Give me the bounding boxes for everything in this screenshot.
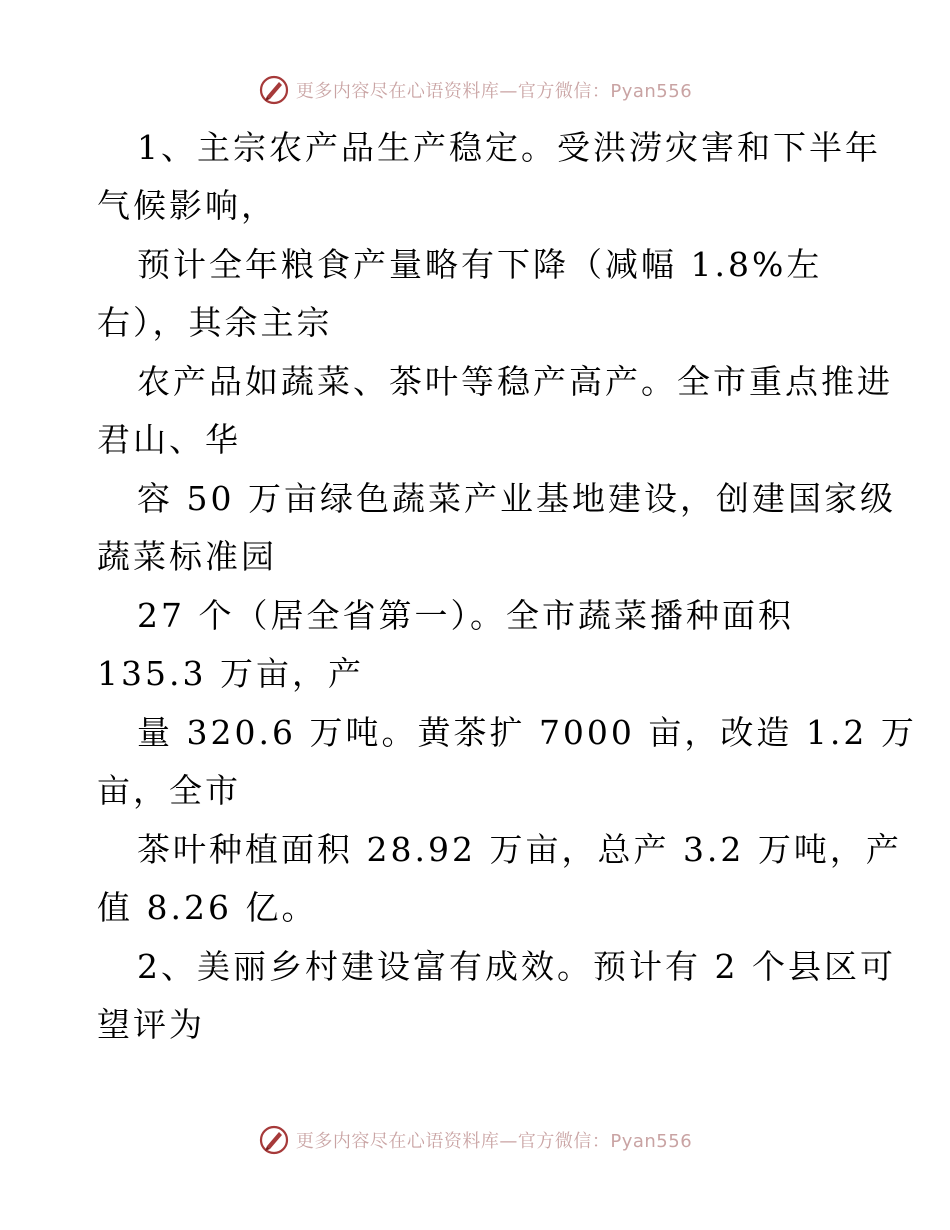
- watermark-text: 更多内容尽在心语资料库—官方微信：Pyan556: [295, 1131, 693, 1152]
- watermark-text: 更多内容尽在心语资料库—官方微信：Pyan556: [295, 81, 693, 102]
- text-line: 农产品如蔬菜、茶叶等稳产高产。全市重点推进: [137, 362, 893, 401]
- text-line: 1、主宗农产品生产稳定。受洪涝灾害和下半年: [137, 128, 881, 167]
- text-line: 量 320.6 万吨。黄茶扩 7000 亩，改造 1.2 万: [137, 713, 917, 752]
- text-line: 预计全年粮食产量略有下降（减幅 1.8%左: [137, 245, 823, 284]
- text-line: 蔬菜标准园: [97, 537, 277, 576]
- text-line: 27 个（居全省第一）。全市蔬菜播种面积: [137, 596, 794, 635]
- pen-logo-icon: [258, 1124, 290, 1156]
- footer-watermark: [0, 1120, 950, 1160]
- text-line: 容 50 万亩绿色蔬菜产业基地建设，创建国家级: [137, 479, 896, 518]
- text-line: 2、美丽乡村建设富有成效。预计有 2 个县区可: [137, 947, 896, 986]
- text-line: 值 8.26 亿。: [97, 888, 318, 927]
- text-line: 135.3 万亩，产: [97, 654, 364, 693]
- text-line: 君山、华: [97, 420, 241, 459]
- text-line: 望评为: [97, 1005, 205, 1044]
- text-line: 茶叶种植面积 28.92 万亩，总产 3.2 万吨，产: [137, 830, 902, 869]
- text-line: 右），其余主宗: [97, 303, 333, 342]
- text-line: 气候影响，: [97, 186, 277, 225]
- text-line: 亩，全市: [97, 771, 241, 810]
